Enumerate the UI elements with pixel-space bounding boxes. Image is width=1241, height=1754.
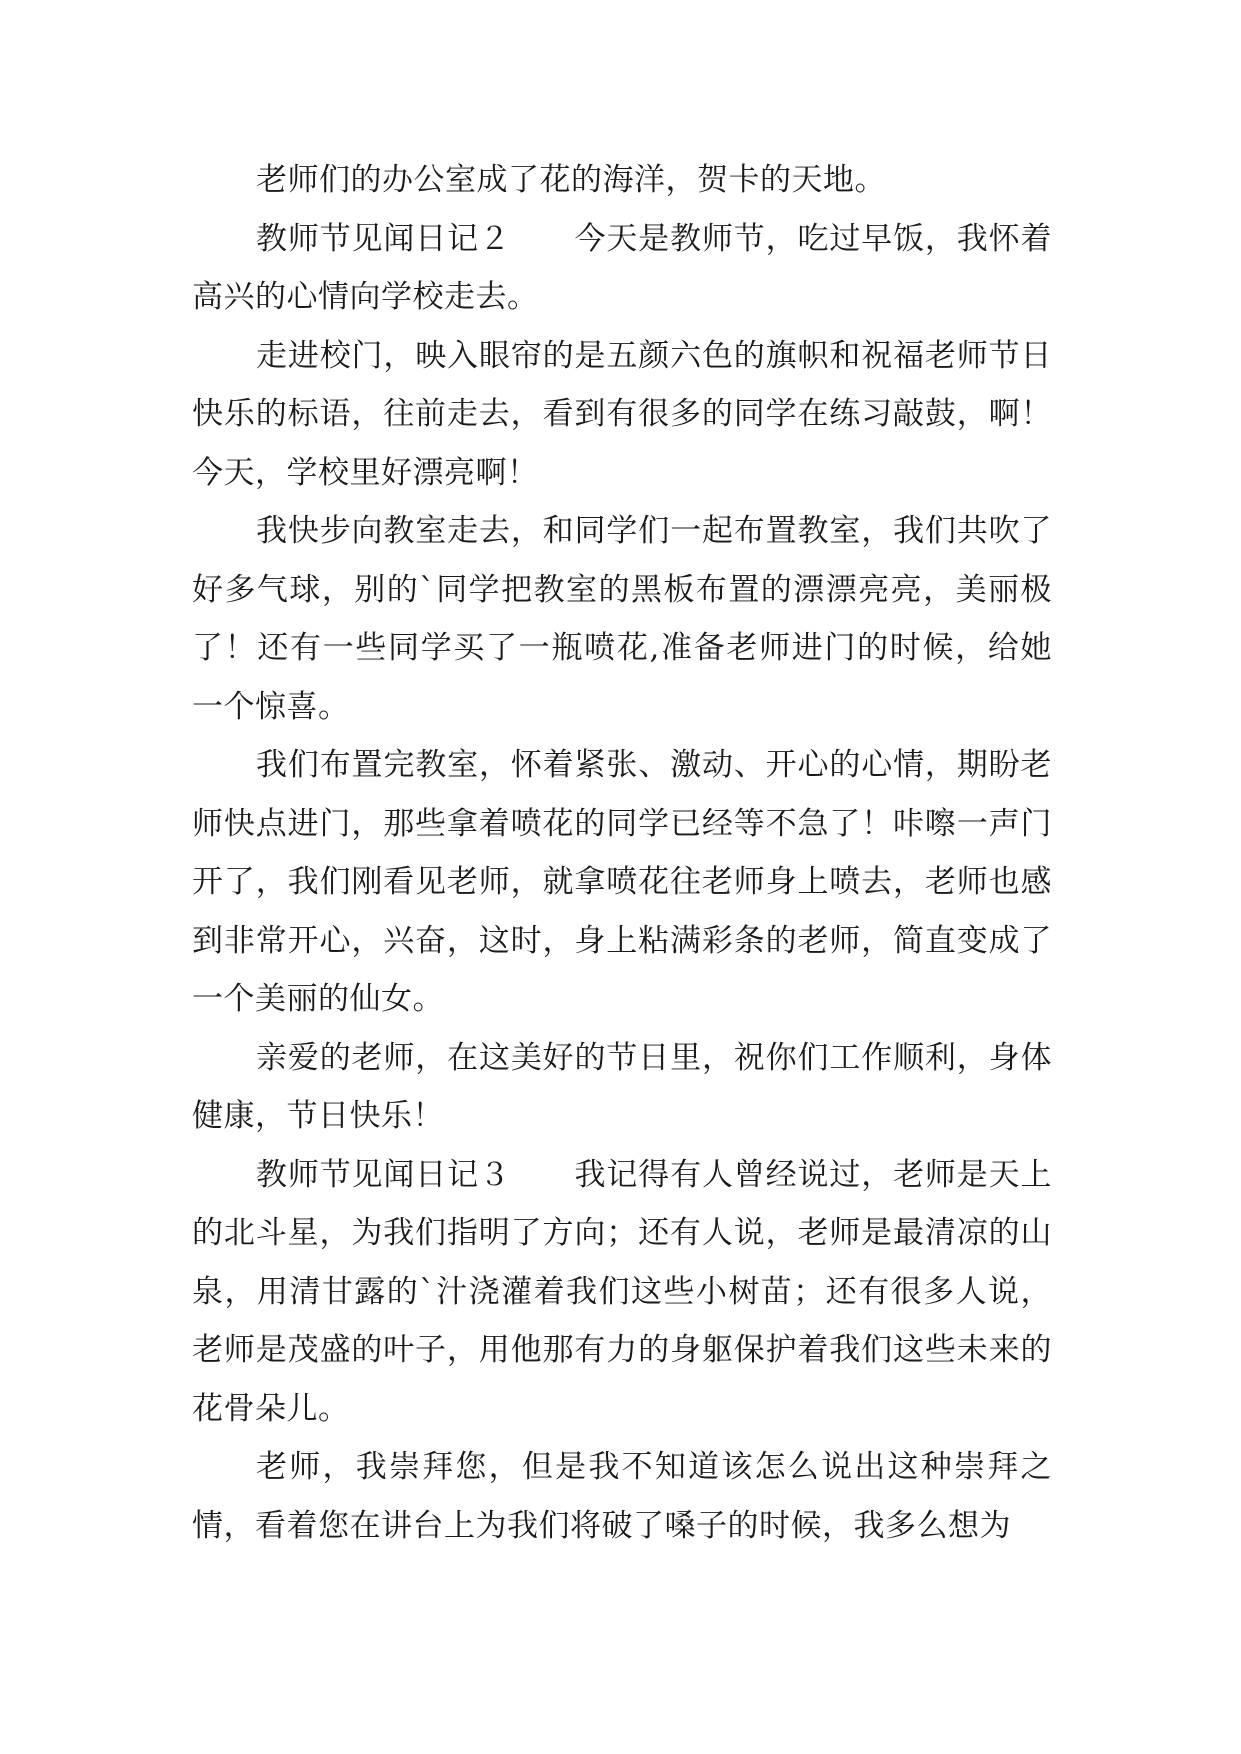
paragraph-5: 我们布置完教室，怀着紧张、激动、开心的心情，期盼老师快点进门，那些拿着喷花的同学已经等不急了！咔嚓一声门开了，我们刚看见老师，就拿喷花往老师身上喷去，老师也感到非常开心，兴奋，这时，身上粘满彩条的老师，简直变成了一个美丽的仙女。 (192, 747, 1052, 1017)
paragraph-3: 走进校门，映入眼帘的是五颜六色的旗帜和祝福老师节日快乐的标语，往前走去，看到有很多的同学在练习敲鼓，啊！今天，学校里好漂亮啊！ (192, 337, 1052, 491)
document-page (192, 151, 1052, 1555)
paragraph-4: 我快步向教室走去，和同学们一起布置教室，我们共吹了好多气球，别的`同学把教室的黑板布置的漂漂亮亮，美丽极了！还有一些同学买了一瓶喷花,准备老师进门的时候，给她一个惊喜。 (192, 513, 1052, 725)
paragraph-8: 老师，我崇拜您，但是我不知道该怎么说出这种崇拜之情，看着您在讲台上为我们将破了嗓子的时候，我多么想为 (192, 1449, 1052, 1544)
paragraph-2: 教师节见闻日记２ 今天是教师节，吃过早饭，我怀着高兴的心情向学校走去。 (192, 220, 1052, 315)
paragraph-7: 教师节见闻日记３ 我记得有人曾经说过，老师是天上的北斗星，为我们指明了方向；还有人说，老师是最清凉的山泉，用清甘露的`汁浇灌着我们这些小树苗；还有很多人说，老师是茂盛的叶子，用他那有力的身躯保护着我们这些未来的花骨朵儿。 (192, 1156, 1052, 1427)
paragraph-6: 亲爱的老师，在这美好的节日里，祝你们工作顺利，身体健康，节日快乐！ (192, 1039, 1052, 1134)
paragraph-1: 老师们的办公室成了花的海洋，贺卡的天地。 (256, 162, 886, 198)
